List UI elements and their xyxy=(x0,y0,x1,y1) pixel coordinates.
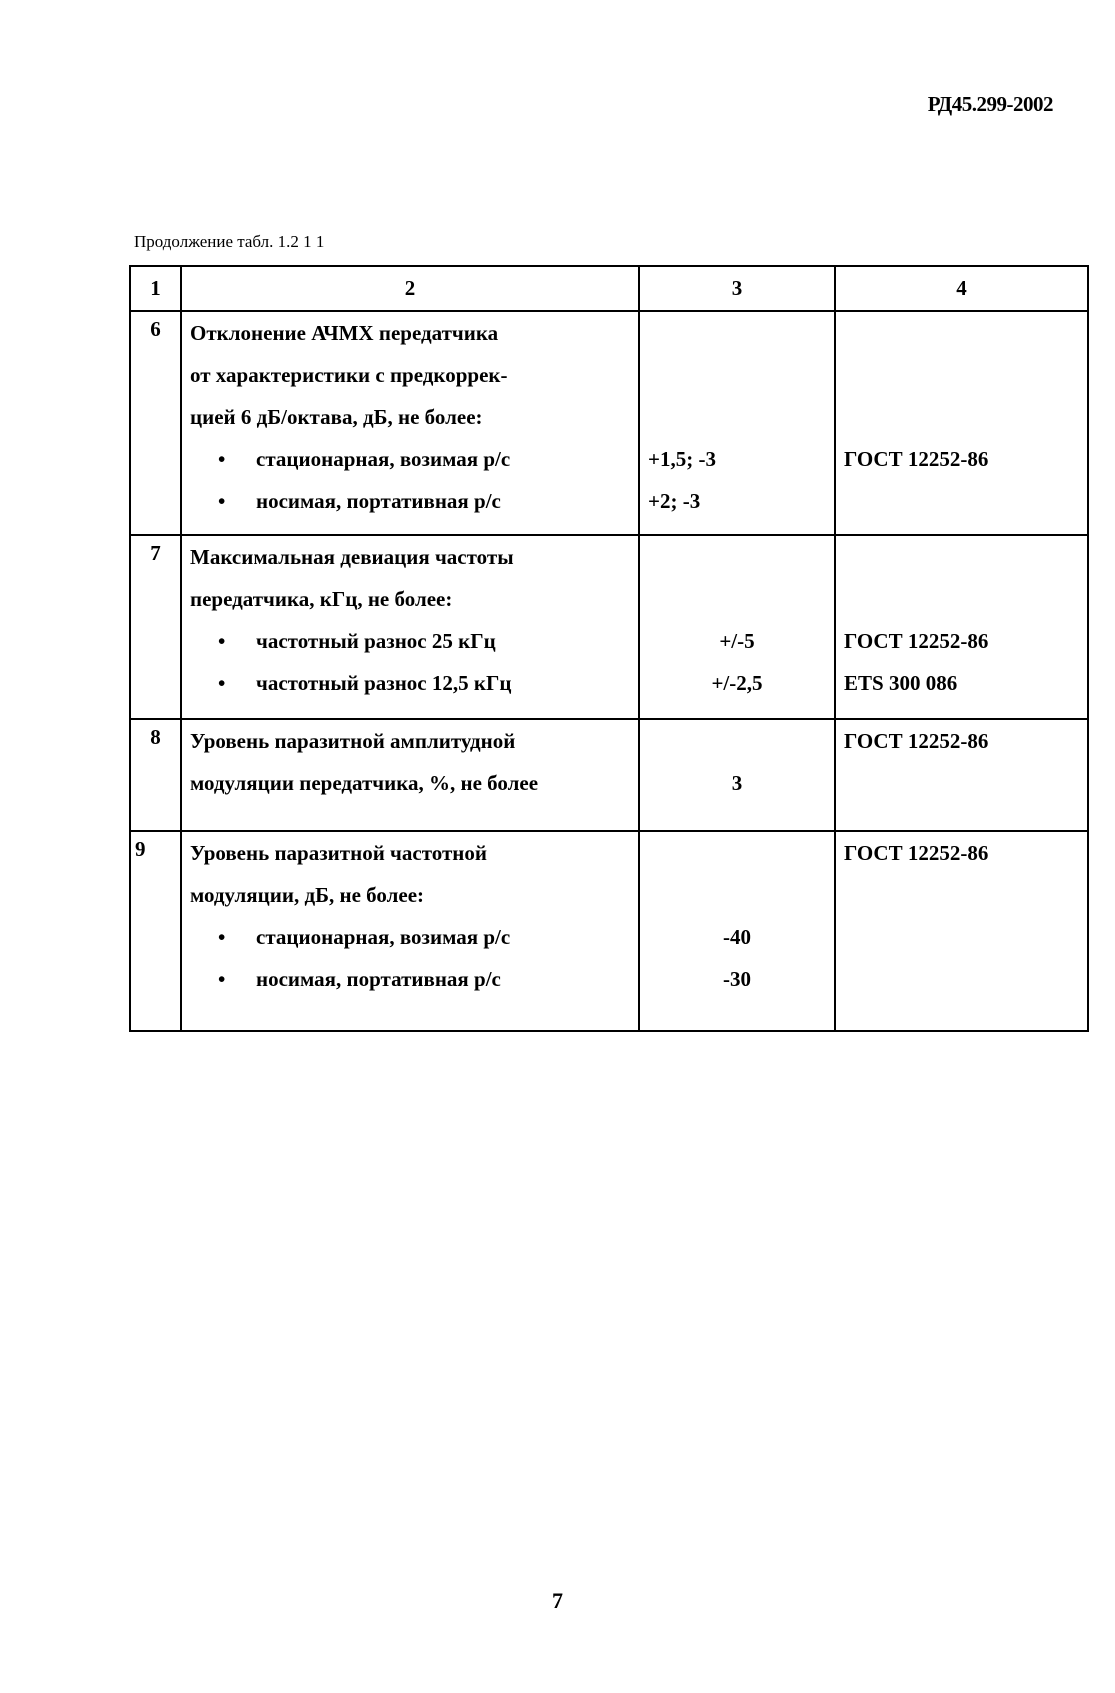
row-description xyxy=(181,719,639,831)
row-number: 8 xyxy=(130,719,181,831)
list-item-text: частотный разнос 25 кГц xyxy=(256,629,496,653)
row-reference xyxy=(835,719,1088,831)
row-description xyxy=(181,831,639,1031)
table-caption: Продолжение табл. 1.2 1 1 xyxy=(134,232,325,251)
row-value xyxy=(639,719,835,831)
table-row xyxy=(130,535,1088,719)
list-item xyxy=(182,438,638,480)
description-line: Уровень паразитной амплитудной xyxy=(190,729,516,753)
table-row xyxy=(130,831,1088,1031)
description-line: Отклонение АЧМХ передатчика xyxy=(190,321,499,345)
list-item xyxy=(182,958,638,1000)
bullet-icon: • xyxy=(218,925,226,949)
list-item xyxy=(182,916,638,958)
table-header-row xyxy=(130,266,1088,311)
header-col-1: 1 xyxy=(130,266,181,311)
value-line: -40 xyxy=(723,925,751,949)
reference-line: ГОСТ 12252-86 xyxy=(844,447,989,471)
bullet-icon: • xyxy=(218,671,226,695)
row-value xyxy=(639,535,835,719)
reference-line: ETS 300 086 xyxy=(844,671,958,695)
description-line: Уровень паразитной частотной xyxy=(190,841,487,865)
row-description xyxy=(181,311,639,535)
bullet-icon: • xyxy=(218,967,226,991)
table-row xyxy=(130,311,1088,535)
description-line: от характеристики с предкоррек- xyxy=(190,363,508,387)
list-item-text: стационарная, возимая р/с xyxy=(256,925,511,949)
description-line: модуляции, дБ, не более: xyxy=(190,883,425,907)
row-value xyxy=(639,831,835,1031)
value-line: +/-5 xyxy=(719,629,755,653)
description-line: передатчика, кГц, не более: xyxy=(190,587,453,611)
bullet-icon: • xyxy=(218,489,226,513)
value-line: -30 xyxy=(723,967,751,991)
value-line: +1,5; -3 xyxy=(648,447,716,471)
row-description xyxy=(181,535,639,719)
value-line: 3 xyxy=(731,771,743,795)
page-number: 7 xyxy=(552,1588,563,1613)
list-item xyxy=(182,480,638,522)
description-line: модуляции передатчика, %, не более xyxy=(190,771,539,795)
value-line: +2; -3 xyxy=(648,489,701,513)
reference-line: ГОСТ 12252-86 xyxy=(844,729,989,753)
row-number: 9 xyxy=(130,831,181,1031)
reference-line: ГОСТ 12252-86 xyxy=(844,629,989,653)
row-value xyxy=(639,311,835,535)
header-col-3: 3 xyxy=(639,266,835,311)
bullet-icon: • xyxy=(218,629,226,653)
description-line: цией 6 дБ/октава, дБ, не более: xyxy=(190,405,483,429)
table-row xyxy=(130,719,1088,831)
reference-line: ГОСТ 12252-86 xyxy=(844,841,989,865)
header-col-2: 2 xyxy=(181,266,639,311)
row-reference xyxy=(835,831,1088,1031)
description-line: Максимальная девиация частоты xyxy=(190,545,514,569)
value-line: +/-2,5 xyxy=(711,671,763,695)
list-item-text: носимая, портативная р/с xyxy=(256,967,501,991)
list-item-text: носимая, портативная р/с xyxy=(256,489,501,513)
row-reference xyxy=(835,535,1088,719)
spec-table xyxy=(129,265,1089,1032)
list-item-text: частотный разнос 12,5 кГц xyxy=(256,671,512,695)
document-code: РД45.299-2002 xyxy=(927,92,1053,116)
row-number: 7 xyxy=(130,535,181,719)
list-item xyxy=(182,662,638,704)
row-number: 6 xyxy=(130,311,181,535)
bullet-icon: • xyxy=(218,447,226,471)
header-col-4: 4 xyxy=(835,266,1088,311)
list-item xyxy=(182,620,638,662)
row-reference xyxy=(835,311,1088,535)
list-item-text: стационарная, возимая р/с xyxy=(256,447,511,471)
